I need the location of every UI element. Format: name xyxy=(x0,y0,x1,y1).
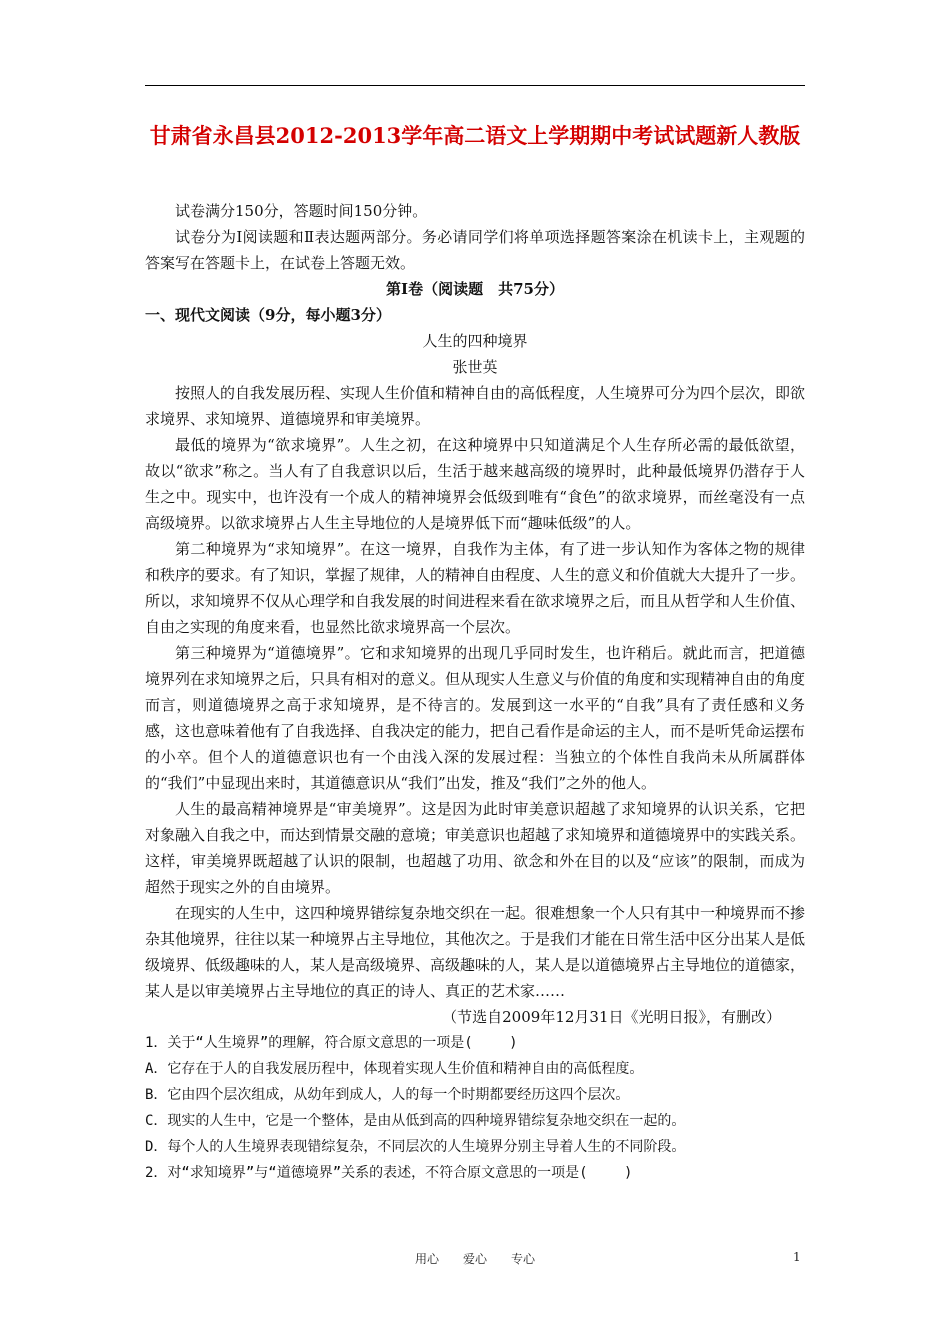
question-1: 1．关于“人生境界”的理解，符合原文意思的一项是( ) xyxy=(145,1035,518,1051)
intro-line-1: 试卷满分150分，答题时间150分钟。 xyxy=(175,202,428,220)
section-heading: 一、现代文阅读（9分，每小题3分） xyxy=(145,306,391,324)
document-title: 甘肃省永昌县2012-2013学年高二语文上学期期中考试试题新人教版 xyxy=(149,123,801,148)
question-2: 2．对“求知境界”与“道德境界”关系的表述，不符合原文意思的一项是( ) xyxy=(145,1165,633,1181)
page-number: 1 xyxy=(793,1250,801,1264)
question-1-option-d: D．每个人的人生境界表现错综复杂，不同层次的人生境界分别主导着人生的不同阶段。 xyxy=(145,1139,686,1155)
article-title: 人生的四种境界 xyxy=(422,332,528,350)
article-paragraph: 第二种境界为“求知境界”。在这一境界，自我作为主体，有了进一步认知作为客体之物的规律和秩序的要求。有了知识，掌握了规律，人的精神自由程度、人生的意义和价值就大大提升了一步。所以，求知境界不仅从心理学和自我发展的时间进程来看在欲求境界之后，而且从哲学和人生价值、自由之实现的角度来看，也显然比欲求境界高一个层次。 xyxy=(145,540,806,636)
article-paragraph: 在现实的人生中，这四种境界错综复杂地交织在一起。很难想象一个人只有其中一种境界而不掺杂其他境界，往往以某一种境界占主导地位，其他次之。于是我们才能在日常生活中区分出某人是低级境界、低级趣味的人，某人是高级境界、高级趣味的人，某人是以道德境界占主导地位的道德家，某人是以审美境界占主导地位的真正的诗人、真正的艺术家…… xyxy=(145,904,806,1000)
article-author: 张世英 xyxy=(452,358,498,376)
intro-line-2: 试卷分为Ⅰ阅读题和Ⅱ表达题两部分。务必请同学们将单项选择题答案涂在机读卡上，主观题的答案写在答题卡上，在试卷上答题无效。 xyxy=(145,228,805,272)
part-heading: 第Ⅰ卷（阅读题 共75分） xyxy=(386,280,564,298)
question-1-option-b: B．它由四个层次组成，从幼年到成人，人的每一个时期都要经历这四个层次。 xyxy=(145,1087,630,1103)
article-source: （节选自2009年12月31日《光明日报》，有删改） xyxy=(442,1008,781,1026)
article-paragraph: 按照人的自我发展历程、实现人生价值和精神自由的高低程度，人生境界可分为四个层次，即欲求境界、求知境界、道德境界和审美境界。 xyxy=(145,384,806,428)
article-paragraph: 第三种境界为“道德境界”。它和求知境界的出现几乎同时发生，也许稍后。就此而言，把道德境界列在求知境界之后，只具有相对的意义。但从现实人生意义与价值的角度和实现精神自由的角度而言，则道德境界之高于求知境界，是不待言的。发展到这一水平的“自我”具有了责任感和义务感，这也意味着他有了自我选择、自我决定的能力，把自己看作是命运的主人，而不是听凭命运摆布的小卒。但个人的道德意识也有一个由浅入深的发展过程：当独立的个体性自我尚未从所属群体的“我们”中显现出来时，其道德意识从“我们”出发，推及“我们”之外的他人。 xyxy=(145,644,806,792)
article-paragraph: 最低的境界为“欲求境界”。人生之初，在这种境界中只知道满足个人生存所必需的最低欲望，故以“欲求”称之。当人有了自我意识以后，生活于越来越高级的境界时，此种最低境界仍潜存于人生之中。现实中，也许没有一个成人的精神境界会低级到唯有“食色”的欲求境界，而丝毫没有一点高级境界。以欲求境界占人生主导地位的人是境界低下而“趣味低级”的人。 xyxy=(145,436,805,532)
question-1-option-a: A．它存在于人的自我发展历程中，体现着实现人生价值和精神自由的高低程度。 xyxy=(145,1061,644,1077)
article-paragraph: 人生的最高精神境界是“审美境界”。这是因为此时审美意识超越了求知境界的认识关系，它把对象融入自我之中，而达到情景交融的意境；审美意识也超越了求知境界和道德境界中的实践关系。这样，审美境界既超越了认识的限制，也超越了功用、欲念和外在目的以及“应该”的限制，而成为超然于现实之外的自由境界。 xyxy=(145,800,806,896)
question-1-option-c: C．现实的人生中，它是一个整体，是由从低到高的四种境界错综复杂地交织在一起的。 xyxy=(145,1113,686,1129)
header-rule xyxy=(145,85,805,86)
document-body xyxy=(145,198,805,1186)
footer-motto: 用心 爱心 专心 xyxy=(414,1252,535,1266)
